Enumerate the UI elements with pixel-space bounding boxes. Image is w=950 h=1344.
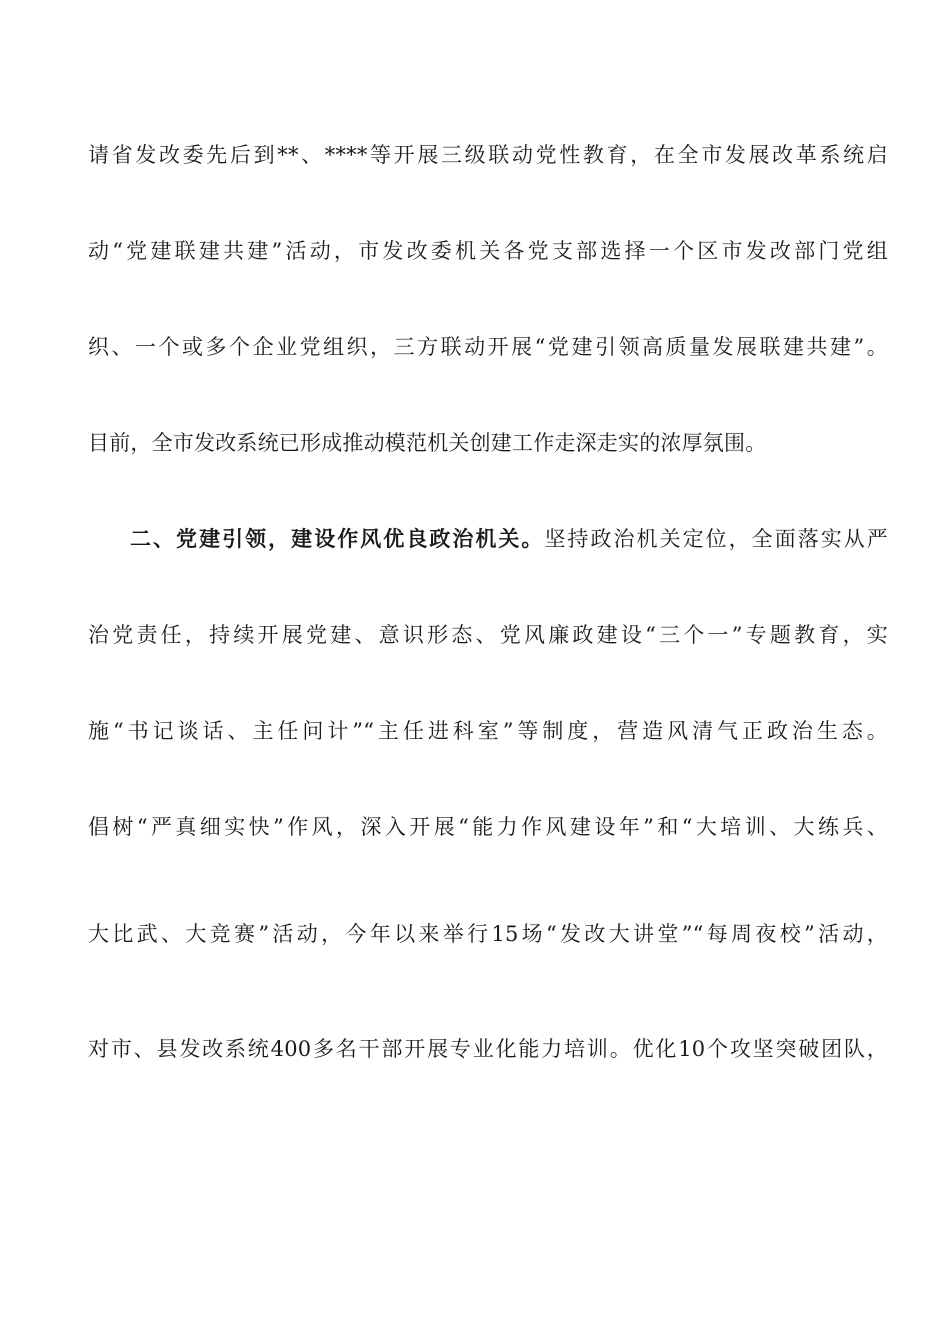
section-heading-text: 坚持政治机关定位，全面落实从严 [544,527,888,551]
paragraph-line: 倡树“严真细实快”作风，深入开展“能力作风建设年”和“大培训、大练兵、 [88,815,888,839]
section-heading-line [130,519,888,559]
paragraph-line: 大比武、大竞赛”活动，今年以来举行15场“发改大讲堂”“每周夜校”活动， [88,922,888,946]
paragraph-line: 对市、县发改系统400多名干部开展专业化能力培训。优化10个攻坚突破团队， [88,1037,888,1061]
paragraph-line: 请省发改委先后到**、****等开展三级联动党性教育，在全市发展改革系统启 [88,143,888,167]
paragraph-line: 施“书记谈话、主任问计”“主任进科室”等制度，营造风清气正政治生态。 [88,719,888,743]
paragraph-line: 治党责任，持续开展党建、意识形态、党风廉政建设“三个一”专题教育，实 [88,623,888,647]
paragraph-line: 目前，全市发改系统已形成推动模范机关创建工作走深走实的浓厚氛围。 [88,431,767,455]
paragraph-line: 织、一个或多个企业党组织，三方联动开展“党建引领高质量发展联建共建”。 [88,335,888,359]
section-heading: 二、党建引领，建设作风优良政治机关。 [130,526,545,551]
paragraph-line: 动“党建联建共建”活动，市发改委机关各党支部选择一个区市发改部门党组 [88,239,888,263]
